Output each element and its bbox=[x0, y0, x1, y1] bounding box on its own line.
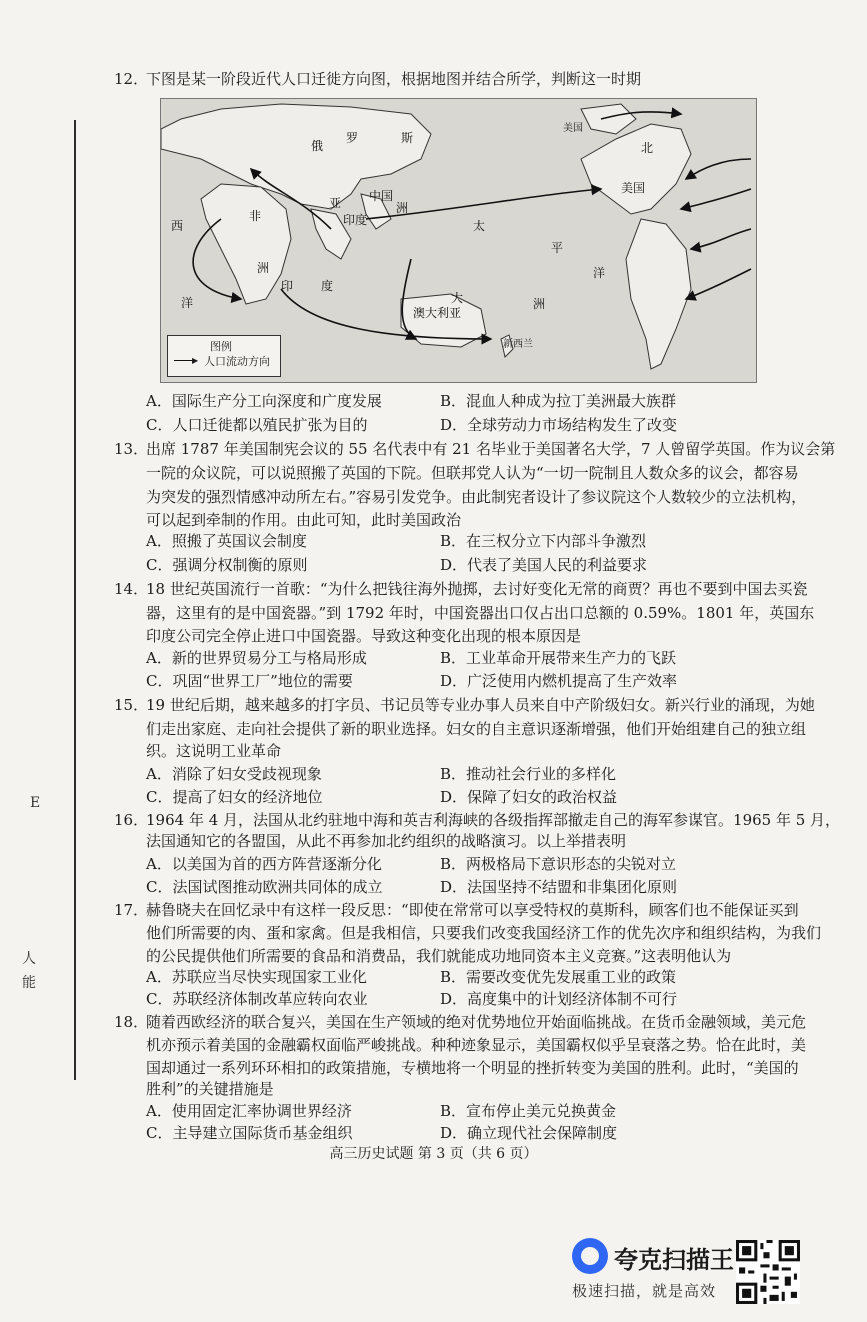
option-d: D．法国坚持不结盟和非集团化原则 bbox=[440, 878, 678, 896]
migration-map bbox=[160, 98, 757, 383]
option-d: D．全球劳动力市场结构发生了改变 bbox=[440, 416, 678, 434]
option-a: A．苏联应当尽快实现国家工业化 bbox=[146, 968, 367, 986]
question-line: 的公民提供他们所需要的食品和消费品，我们就能成功地同资本主义竞赛。”这表明他认为 bbox=[146, 947, 732, 965]
map-label-australia: 澳大利亚 bbox=[413, 306, 462, 320]
legend-item-label: 人口流动方向 bbox=[204, 355, 270, 368]
question-line: 1964 年 4 月，法国从北约驻地中海和英吉利海峡的各级指挥部撤走自己的海军参谋官。1965 年 5 月， bbox=[146, 811, 841, 829]
map-label-asia: 亚 bbox=[329, 196, 342, 210]
question-line: 织。这说明工业革命 bbox=[146, 742, 282, 760]
option-c: C．苏联经济体制改革应转向农业 bbox=[146, 990, 368, 1008]
map-label-usa: 美国 bbox=[621, 181, 646, 195]
question-stem: 下图是某一阶段近代人口迁徙方向图，根据地图并结合所学，判断这一时期 bbox=[146, 70, 642, 88]
map-label-africa: 洲 bbox=[257, 261, 270, 275]
question-line: 胜利”的关键措施是 bbox=[146, 1080, 274, 1098]
question-number: 16． bbox=[114, 811, 149, 829]
option-d: D．广泛使用内燃机提高了生产效率 bbox=[440, 672, 678, 690]
map-label-russia: 罗 bbox=[346, 131, 359, 145]
option-c: C．巩固“世界工厂”地位的需要 bbox=[146, 672, 353, 690]
map-label-west: 西 bbox=[171, 219, 184, 233]
option-b: B．两极格局下意识形态的尖锐对立 bbox=[440, 855, 677, 873]
question-line: 可以起到牵制的作用。由此可知，此时美国政治 bbox=[146, 511, 462, 529]
question-line: 赫鲁晓夫在回忆录中有这样一段反思：“即使在常常可以享受特权的莫斯科，顾客们也不能保证买到 bbox=[146, 901, 799, 919]
map-label-africa: 非 bbox=[249, 209, 262, 223]
question-number: 14． bbox=[114, 580, 149, 598]
question-line: 18 世纪英国流行一首歌：“为什么把钱往海外抛掷，去讨好变化无常的商贾？再也不要到中国去买瓷 bbox=[146, 580, 808, 598]
map-label-new-zealand: 新西兰 bbox=[503, 339, 533, 350]
question-number: 17． bbox=[114, 901, 149, 919]
binding-margin-line bbox=[74, 120, 76, 1080]
option-d: D．保障了妇女的政治权益 bbox=[440, 788, 618, 806]
question-line: 法国通知它的各盟国，从此不再参加北约组织的战略演习。以上举措表明 bbox=[146, 832, 627, 850]
option-a: A．照搬了英国议会制度 bbox=[146, 532, 307, 550]
option-c: C．主导建立国际货币基金组织 bbox=[146, 1124, 353, 1142]
map-label-pacific: 太 bbox=[473, 219, 486, 233]
margin-mark: 能 bbox=[22, 975, 36, 991]
question-number: 12． bbox=[114, 70, 149, 88]
question-line: 出席 1787 年美国制宪会议的 55 名代表中有 21 名毕业于美国著名大学，7 人曾留学英国。作为议会第 bbox=[146, 440, 836, 458]
question-line: 们走出家庭、走向社会提供了新的职业选择。妇女的自主意识逐渐增强，他们开始组建自己的独立组 bbox=[146, 720, 807, 738]
option-c: C．提高了妇女的经济地位 bbox=[146, 788, 323, 806]
map-label-north: 北 bbox=[641, 141, 654, 155]
option-b: B．工业革命开展带来生产力的飞跃 bbox=[440, 649, 677, 667]
option-b: B．在三权分立下内部斗争激烈 bbox=[440, 532, 647, 550]
option-c: C．强调分权制衡的原则 bbox=[146, 556, 308, 574]
option-d: D．高度集中的计划经济体制不可行 bbox=[440, 990, 678, 1008]
question-number: 13． bbox=[114, 440, 149, 458]
scanner-logo-icon bbox=[572, 1238, 608, 1274]
option-c: C．法国试图推动欧洲共同体的成立 bbox=[146, 878, 383, 896]
qr-code-icon bbox=[736, 1240, 800, 1304]
map-label-pacific: 平 bbox=[551, 241, 564, 255]
map-label-continent: 洲 bbox=[396, 201, 409, 215]
option-d: D．确立现代社会保障制度 bbox=[440, 1124, 618, 1142]
question-line: 他们所需要的肉、蛋和家禽。但是我相信，只要我们改变我国经济工作的优先次序和组织结构，为我们 bbox=[146, 924, 822, 942]
map-label-oceania: 大 bbox=[451, 291, 464, 305]
option-a: A．国际生产分工向深度和广度发展 bbox=[146, 392, 382, 410]
scanner-app-name: 夸克扫描王 bbox=[614, 1246, 734, 1274]
question-line: 印度公司完全停止进口中国瓷器。导致这种变化出现的根本原因是 bbox=[146, 627, 582, 645]
map-label-indian-ocean: 度 bbox=[321, 279, 334, 293]
question-line: 机亦预示着美国的金融霸权面临严峻挑战。种种迹象显示，美国霸权似乎呈衰落之势。恰在此时，美 bbox=[146, 1036, 807, 1054]
legend-arrowhead-icon: ▶ bbox=[192, 356, 199, 365]
margin-mark: 人 bbox=[22, 951, 36, 967]
legend-title: 图例 bbox=[210, 340, 232, 353]
map-label-russia: 俄 bbox=[311, 139, 324, 153]
map-label-oceania: 洲 bbox=[533, 297, 546, 311]
question-line: 一院的众议院，可以说照搬了英国的下院。但联邦党人认为“一切一院制且人数众多的议会，都容易 bbox=[146, 464, 799, 482]
map-label-china: 中国 bbox=[369, 189, 394, 203]
question-line: 国却通过一系列环环相扣的政策措施，专横地将一个明显的挫折转变为美国的胜利。此时，“美国的 bbox=[146, 1059, 799, 1077]
margin-mark: E bbox=[30, 795, 41, 811]
option-c: C．人口迁徙都以殖民扩张为目的 bbox=[146, 416, 368, 434]
question-line: 为突发的强烈情感冲动所左右。”容易引发党争。由此制宪者设计了参议院这个人数较少的立法机构， bbox=[146, 488, 807, 506]
map-label-alaska: 美国 bbox=[563, 123, 583, 134]
question-line: 器，这里有的是中国瓷器。”到 1792 年时，中国瓷器出口仅占出口总额的 0.59%。1801 年，英国东 bbox=[146, 604, 815, 622]
question-number: 18． bbox=[114, 1013, 149, 1031]
option-a: A．以美国为首的西方阵营逐渐分化 bbox=[146, 855, 382, 873]
question-line: 随着西欧经济的联合复兴，美国在生产领域的绝对优势地位开始面临挑战。在货币金融领域，美元危 bbox=[146, 1013, 807, 1031]
map-label-india: 印度 bbox=[343, 213, 368, 227]
page-footer: 高三历史试题 第 3 页（共 6 页） bbox=[329, 1146, 538, 1162]
question-line: 19 世纪后期，越来越多的打字员、书记员等专业办事人员来自中产阶级妇女。新兴行业的涌现，为她 bbox=[146, 696, 815, 714]
option-d: D．代表了美国人民的利益要求 bbox=[440, 556, 648, 574]
option-a: A．新的世界贸易分工与格局形成 bbox=[146, 649, 367, 667]
map-legend bbox=[167, 335, 281, 377]
option-b: B．宣布停止美元兑换黄金 bbox=[440, 1102, 617, 1120]
option-b: B．混血人种成为拉丁美洲最大族群 bbox=[440, 392, 677, 410]
option-b: B．需要改变优先发展重工业的政策 bbox=[440, 968, 677, 986]
map-label-russia: 斯 bbox=[401, 131, 414, 145]
map-label-pacific: 洋 bbox=[593, 266, 606, 280]
map-label-ocean: 洋 bbox=[181, 296, 194, 310]
option-b: B．推动社会行业的多样化 bbox=[440, 765, 617, 783]
option-a: A．消除了妇女受歧视现象 bbox=[146, 765, 322, 783]
option-a: A．使用固定汇率协调世界经济 bbox=[146, 1102, 352, 1120]
question-number: 15． bbox=[114, 696, 149, 714]
scanner-slogan: 极速扫描，就是高效 bbox=[572, 1282, 717, 1300]
map-label-indian-ocean: 印 bbox=[281, 279, 294, 293]
